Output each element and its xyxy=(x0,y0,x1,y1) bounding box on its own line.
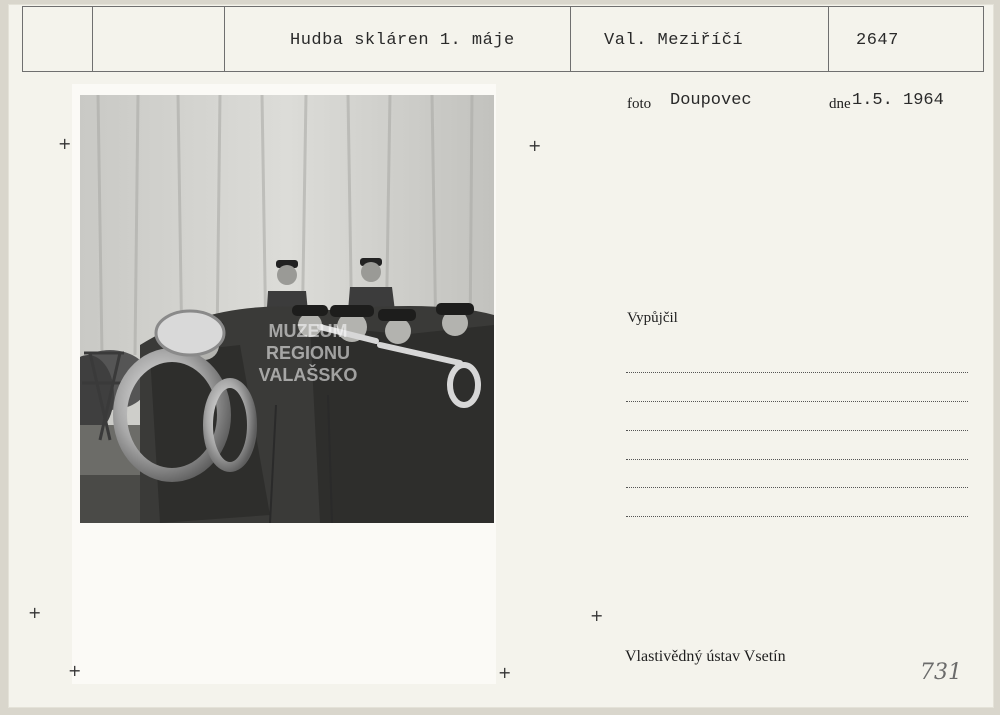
loan-line xyxy=(626,372,968,373)
band-photograph xyxy=(80,95,494,523)
loan-line xyxy=(626,430,968,431)
loan-line xyxy=(626,401,968,402)
handwritten-number: 731 xyxy=(920,660,962,685)
institution-name: Vlastivědný ústav Vsetín xyxy=(625,648,786,665)
record-title: Hudba skláren 1. máje xyxy=(290,31,515,50)
date-label: dne xyxy=(829,96,851,112)
registration-cross: + xyxy=(498,663,512,682)
loan-line xyxy=(626,487,968,488)
watermark-line-1: MUZEUM xyxy=(268,321,348,341)
header-row xyxy=(22,6,984,72)
registration-cross: + xyxy=(58,134,72,153)
record-number: 2647 xyxy=(856,31,899,50)
loan-line xyxy=(626,459,968,460)
loan-label: Vypůjčil xyxy=(627,310,678,326)
registration-cross: + xyxy=(528,136,542,155)
registration-cross: + xyxy=(28,603,42,622)
foto-label: foto xyxy=(627,96,652,112)
record-place: Val. Meziříčí xyxy=(604,31,744,50)
loan-line xyxy=(626,516,968,517)
watermark-line-2: REGIONU xyxy=(265,343,351,363)
registration-cross: + xyxy=(590,606,604,625)
registration-cross: + xyxy=(68,661,82,680)
photographer: Doupovec xyxy=(670,91,752,110)
photo-date: 1.5. 1964 xyxy=(852,91,944,110)
watermark-line-3: VALAŠSKO xyxy=(258,365,358,385)
